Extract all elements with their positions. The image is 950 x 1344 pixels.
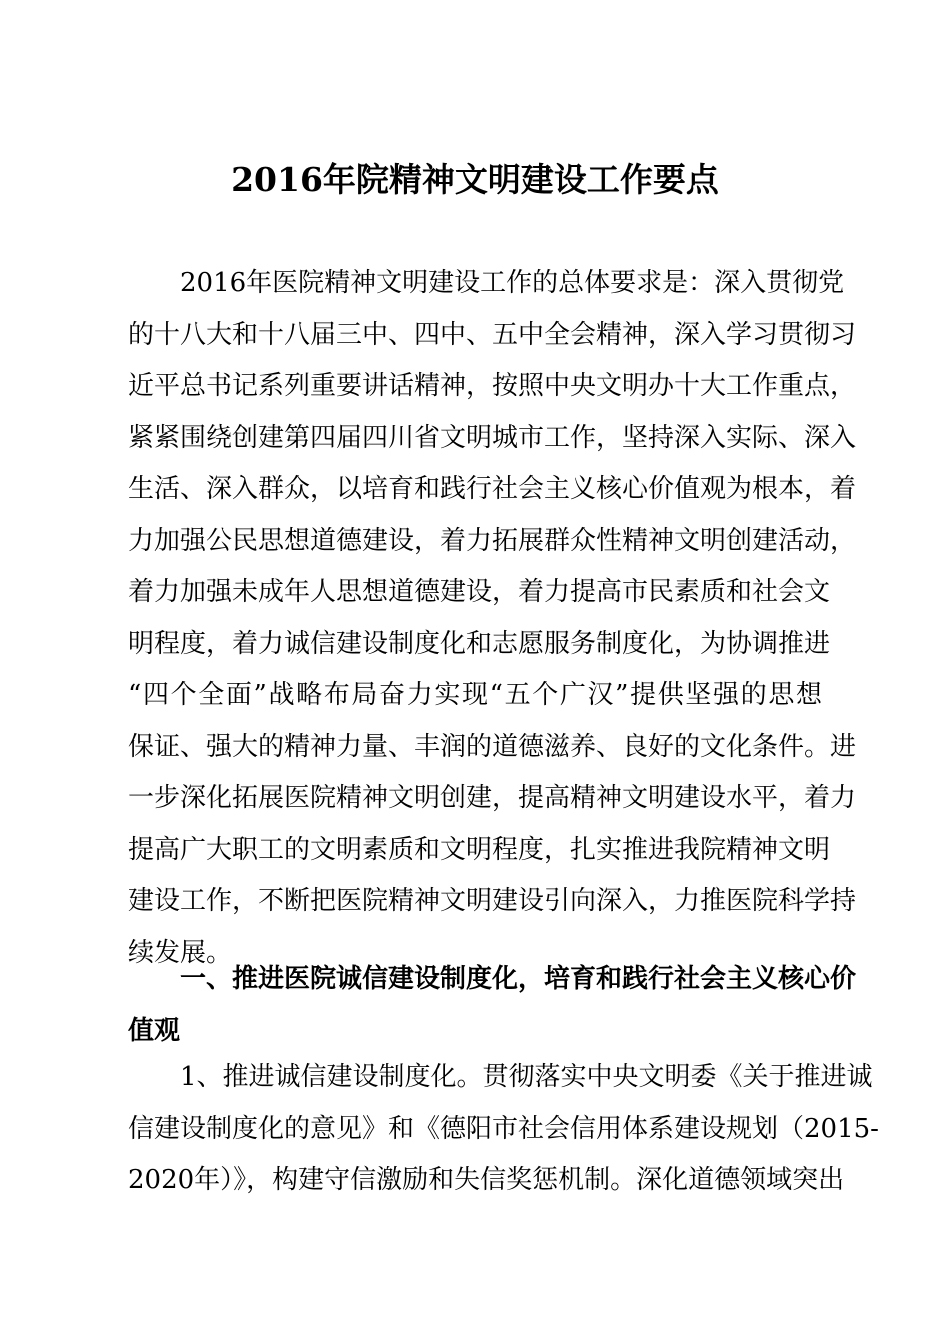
paragraph-line: 提高广大职工的文明素质和文明程度，扎实推进我院精神文明: [128, 834, 831, 865]
paragraph-line: 生活、深入群众，以培育和践行社会主义核心价值观为根本，着: [128, 474, 857, 504]
section-heading: [128, 953, 857, 1057]
paragraph-line: 的十八大和十八届三中、四中、五中全会精神，深入学习贯彻习: [128, 319, 857, 350]
paragraph-line: 近平总书记系列重要讲话精神，按照中央文明办十大工作重点，: [128, 371, 857, 401]
heading-line: 一、推进医院诚信建设制度化，培育和践行社会主义核心价: [180, 964, 857, 994]
paragraph-line: “四个全面”战略布局奋力实现“五个广汉”提供坚强的思想: [128, 680, 822, 710]
paragraph-line: 一步深化拓展医院精神文明创建，提高精神文明建设水平，着力: [128, 783, 857, 813]
item-paragraph: [128, 1052, 879, 1207]
paragraph-line: 力加强公民思想道德建设，着力拓展群众性精神文明创建活动，: [128, 525, 857, 556]
paragraph-line: 紧紧围绕创建第四届四川省文明城市工作，坚持深入实际、深入: [128, 422, 857, 453]
heading-line: 值观: [128, 1016, 181, 1046]
document-title: 2016年院精神文明建设工作要点: [231, 160, 719, 199]
paragraph-line: 着力加强未成年人思想道德建设，着力提高市民素质和社会文: [128, 577, 831, 607]
paragraph-line: 续发展。: [128, 937, 233, 968]
paragraph-line: 建设工作，不断把医院精神文明建设引向深入，力推医院科学持: [128, 886, 857, 916]
paragraph-line: 2016年医院精神文明建设工作的总体要求是：深入贯彻党: [180, 268, 845, 298]
paragraph-line: 1、推进诚信建设制度化。贯彻落实中央文明委《关于推进诚: [180, 1062, 873, 1092]
paragraph-line: 保证、强大的精神力量、丰润的道德滋养、良好的文化条件。进: [128, 731, 857, 762]
paragraph-line: 明程度，着力诚信建设制度化和志愿服务制度化，为协调推进: [128, 628, 831, 659]
paragraph-line: 2020年）》，构建守信激励和失信奖惩机制。深化道德领域突出: [128, 1165, 845, 1195]
paragraph-line: 信建设制度化的意见》和《德阳市社会信用体系建设规划（2015-: [128, 1113, 879, 1144]
